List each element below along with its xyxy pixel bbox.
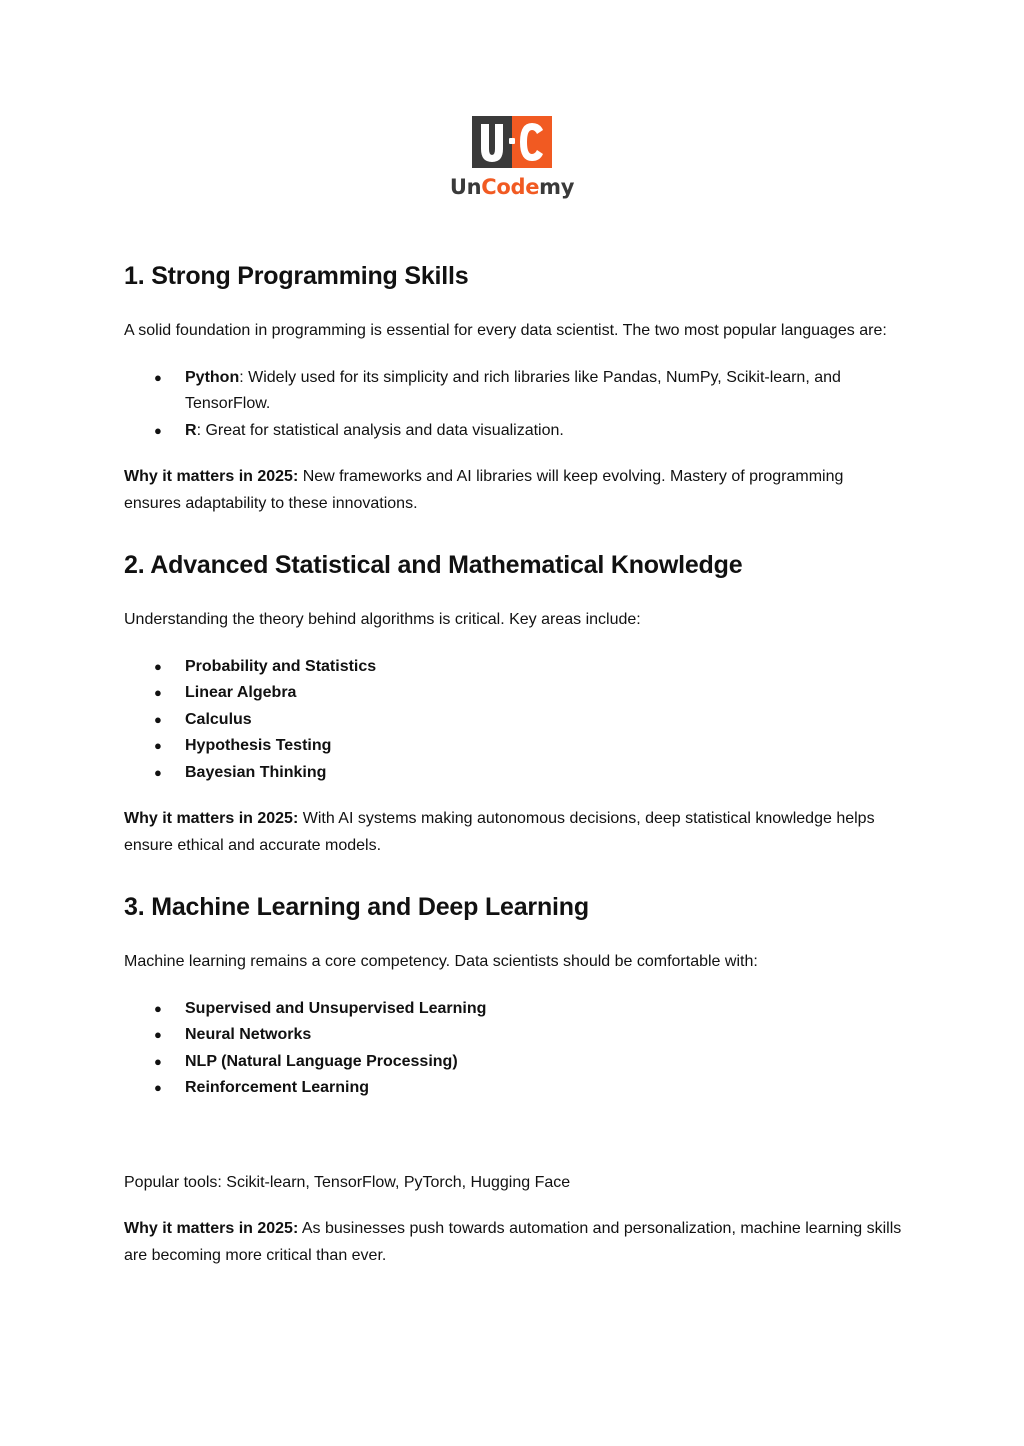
why-label: Why it matters in 2025: — [124, 810, 299, 827]
why-it-matters — [124, 464, 904, 517]
list-item — [124, 733, 904, 760]
document-body — [124, 256, 904, 1269]
why-it-matters — [124, 1216, 904, 1269]
why-it-matters — [124, 806, 904, 859]
logo-mark — [472, 116, 552, 168]
list-item — [124, 365, 904, 418]
bullet-icon: ● — [154, 369, 162, 385]
why-text: With AI systems making autonomous decisions, deep statistical knowledge helps ensure ethical and accurate models. — [124, 810, 875, 854]
section-statistics-math — [124, 545, 904, 859]
list-item-term: NLP (Natural Language Processing) — [185, 1052, 458, 1070]
section-heading: 1. Strong Programming Skills — [124, 262, 469, 290]
logo-word-my: my — [539, 175, 575, 199]
logo-u-block — [472, 116, 512, 168]
list-item — [124, 996, 904, 1023]
logo-dot — [509, 138, 515, 144]
bullet-icon: ● — [154, 1000, 162, 1016]
section-intro: Machine learning remains a core competency. Data scientists should be comfortable with: — [124, 953, 758, 970]
list-item-term: Supervised and Unsupervised Learning — [185, 999, 487, 1017]
logo-wordmark — [446, 174, 578, 200]
bullet-icon: ● — [154, 685, 162, 700]
section-heading: 2. Advanced Statistical and Mathematical Knowledge — [124, 551, 743, 579]
bullet-icon: ● — [154, 711, 162, 727]
list-item — [124, 1022, 904, 1049]
list-item — [124, 707, 904, 734]
why-text: As businesses push towards automation and personalization, machine learning skills are becoming more critical than ever. — [124, 1220, 902, 1264]
list-item-term: Calculus — [185, 710, 252, 728]
uncodemy-logo — [446, 116, 578, 202]
bullet-icon: ● — [154, 422, 162, 438]
list-item — [124, 1049, 904, 1076]
bullet-list — [124, 365, 904, 445]
bullet-list — [124, 654, 904, 787]
list-item-term: Bayesian Thinking — [185, 763, 327, 781]
bullet-icon: ● — [154, 1080, 162, 1095]
why-label: Why it matters in 2025: — [124, 1220, 299, 1237]
why-label: Why it matters in 2025: — [124, 468, 299, 485]
list-item-term: Neural Networks — [185, 1026, 312, 1043]
section-heading: 3. Machine Learning and Deep Learning — [124, 893, 589, 921]
bullet-icon: ● — [154, 764, 162, 780]
list-item — [124, 760, 904, 787]
list-item — [124, 654, 904, 681]
section-intro: Understanding the theory behind algorithms is critical. Key areas include: — [124, 611, 641, 628]
list-item-term: Linear Algebra — [185, 684, 297, 701]
list-item — [124, 418, 904, 445]
popular-tools: Popular tools: Scikit-learn, TensorFlow, PyTorch, Hugging Face — [124, 1173, 571, 1191]
section-machine-learning — [124, 887, 904, 1269]
list-item — [124, 680, 904, 707]
list-item-term: R — [185, 421, 197, 439]
why-text: New frameworks and AI libraries will keep evolving. Mastery of programming ensures adaptability to these innovations. — [124, 468, 844, 512]
logo-word-code: Code — [481, 175, 540, 199]
section-programming-skills — [124, 256, 904, 517]
logo-c-block — [512, 116, 552, 168]
list-item-term: Hypothesis Testing — [185, 737, 332, 754]
bullet-icon: ● — [154, 738, 162, 753]
list-item-desc: : Great for statistical analysis and data visualization. — [196, 421, 564, 439]
bullet-icon: ● — [154, 1053, 162, 1069]
list-item-desc: : Widely used for its simplicity and rich libraries like Pandas, NumPy, Scikit-learn, and TensorFlow. — [185, 368, 841, 412]
bullet-icon: ● — [154, 658, 162, 674]
list-item-term: Probability and Statistics — [185, 657, 377, 675]
list-item — [124, 1075, 904, 1102]
bullet-icon: ● — [154, 1027, 162, 1042]
section-intro: A solid foundation in programming is essential for every data scientist. The two most popular languages are: — [124, 322, 887, 339]
bullet-list — [124, 996, 904, 1102]
logo-word-un: Un — [449, 175, 482, 199]
list-item-term: Reinforcement Learning — [185, 1079, 370, 1096]
list-item-term: Python — [185, 368, 240, 386]
